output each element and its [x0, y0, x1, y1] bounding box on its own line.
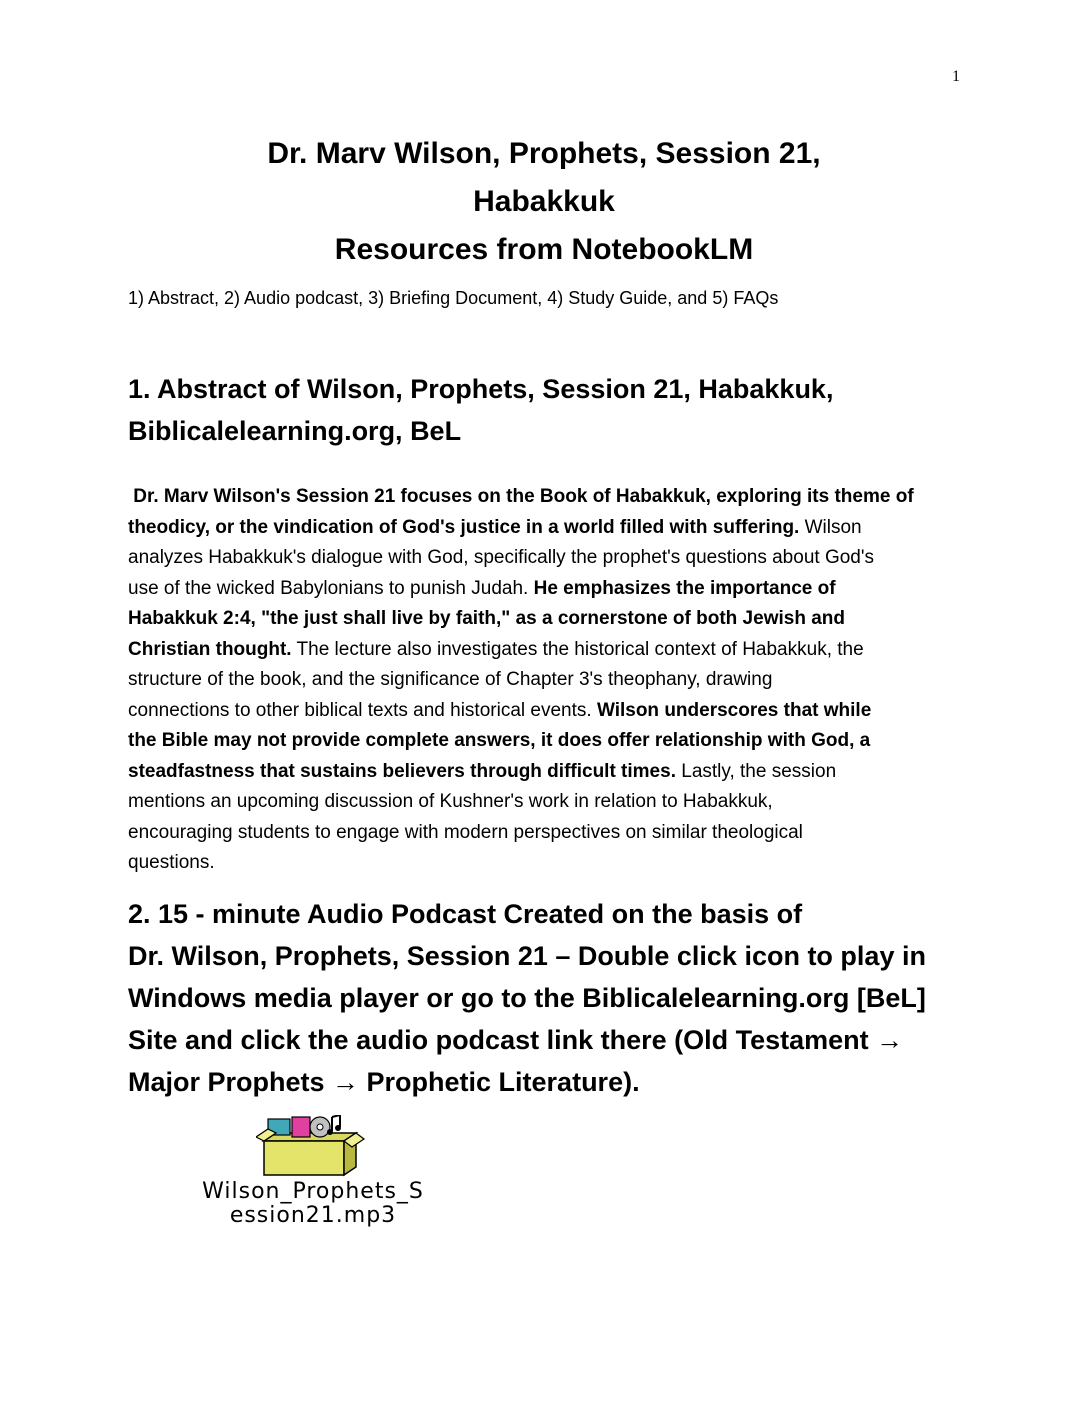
abstract-bold-text: theodicy, or the vindication of God's justice in a world filled with suffering. [128, 516, 800, 538]
abstract-bold-text: Christian thought. [128, 638, 292, 660]
abstract-bold-text: Habakkuk 2:4, "the just shall live by faith," as a cornerstone of both Jewish and [128, 608, 845, 629]
audio-file-attachment[interactable] [128, 1115, 498, 1245]
abstract-text: structure of the book, and the significance of Chapter 3's theophany, drawing [128, 669, 773, 690]
abstract-line [128, 787, 958, 818]
resource-list: 1) Abstract, 2) Audio podcast, 3) Briefing Document, 4) Study Guide, and 5) FAQs [128, 288, 779, 308]
abstract-heading-line-1: 1. Abstract of Wilson, Prophets, Session 21, Habakkuk, [128, 374, 834, 404]
podcast-heading-line-5-start: Major Prophets [128, 1067, 333, 1097]
abstract-heading-line-2: Biblicalelearning.org, BeL [128, 416, 462, 446]
abstract-text: Wilson [799, 516, 862, 538]
title-line-2: Habakkuk [473, 185, 615, 218]
abstract-line [128, 635, 958, 666]
right-arrow-icon: → [332, 1067, 360, 1097]
abstract-line [128, 513, 958, 544]
media-package-icon[interactable] [256, 1115, 366, 1179]
podcast-heading-line-3: Windows media player or go to the Biblicalelearning.org [BeL] [128, 983, 926, 1013]
abstract-text: Lastly, the session [675, 760, 837, 782]
podcast-heading-line-5-end: Prophetic Literature). [359, 1067, 640, 1097]
document-title [0, 130, 1088, 274]
abstract-paragraph [128, 482, 958, 879]
abstract-line [128, 665, 958, 696]
abstract-line [128, 604, 958, 635]
file-name-line-1: Wilson_Prophets_S [202, 1179, 424, 1204]
podcast-heading [128, 893, 968, 1103]
abstract-heading [128, 368, 958, 452]
abstract-line [128, 696, 958, 727]
podcast-heading-line-4 [128, 1019, 968, 1061]
abstract-text: The lecture also investigates the historical context of Habakkuk, the [291, 638, 864, 660]
abstract-bold-text: the Bible may not provide complete answers, it does offer relationship with God, a [128, 730, 871, 751]
abstract-line [128, 757, 958, 788]
abstract-text: encouraging students to engage with modern perspectives on similar theological [128, 821, 803, 843]
page-number: 1 [952, 68, 960, 85]
abstract-text: questions. [128, 852, 215, 873]
right-arrow-icon: → [876, 1025, 904, 1055]
podcast-heading-line-4-text: Site and click the audio podcast link there (Old Testament [128, 1025, 877, 1055]
podcast-heading-line-5 [128, 1061, 968, 1103]
file-name-line-2: ession21.mp3 [229, 1203, 397, 1228]
abstract-text: analyzes Habakkuk's dialogue with God, specifically the prophet's questions about God's [128, 547, 874, 568]
title-line-3: Resources from NotebookLM [334, 233, 754, 266]
abstract-bold-text: Dr. Marv Wilson's Session 21 focuses on the Book of Habakkuk, exploring its theme of [128, 486, 914, 507]
podcast-heading-line-2: Dr. Wilson, Prophets, Session 21 – Double click icon to play in [128, 941, 926, 971]
audio-file-name[interactable] [128, 1180, 498, 1228]
abstract-line [128, 543, 958, 574]
abstract-line [128, 726, 958, 757]
abstract-bold-text: Wilson underscores that while [596, 699, 872, 721]
abstract-line [128, 818, 958, 849]
abstract-line [128, 482, 958, 513]
abstract-bold-text: He emphasizes the importance of [533, 577, 836, 599]
title-line-1: Dr. Marv Wilson, Prophets, Session 21, [267, 137, 821, 170]
abstract-text: use of the wicked Babylonians to punish Judah. [128, 577, 534, 599]
abstract-bold-text: steadfastness that sustains believers through difficult times. [128, 760, 676, 782]
abstract-text: mentions an upcoming discussion of Kushner's work in relation to Habakkuk, [128, 791, 773, 812]
podcast-heading-line-1: 2. 15 - minute Audio Podcast Created on the basis of [128, 899, 803, 929]
abstract-line [128, 848, 958, 879]
abstract-text: connections to other biblical texts and historical events. [128, 699, 597, 721]
abstract-line [128, 574, 958, 605]
